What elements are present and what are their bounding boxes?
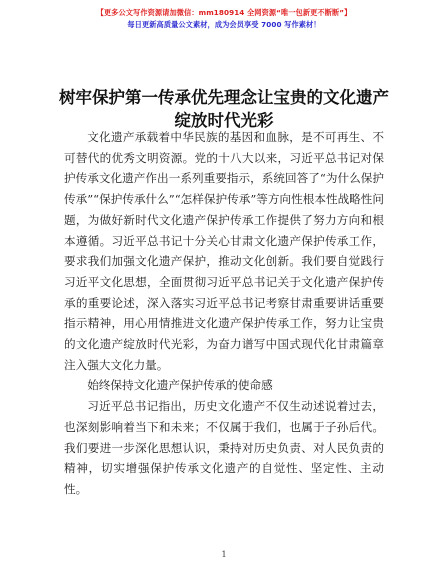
paragraph-intro: 文化遗产承载着中华民族的基因和血脉，是不可再生、不可替代的优秀文明资源。党的十八大以来，习近平总书记对保护传承文化遗产作出一系列重要指示，系统回答了“为什么保护传承”“保护传承什么”“怎样保护传承”等方向性根本性战略性问题，为做好新时代文化遗产保护传承工作提供了努力方向和根本遵循。习近平总书记十分关心甘肃文化遗产保护传承工作，要求我们加强文化遗产保护，推动文化创新。我们要自觉践行习近平文化思想，全面贯彻习近平总书记关于文化遗产保护传承的重要论述，深入落实习近平总书记考察甘肃重要讲话重要指示精神，用心用情推进文化遗产保护传承工作，努力让宝贵的文化遗产绽放时代光彩，为奋力谱写中国式现代化甘肃篇章注入强大文化力量。 <box>64 130 384 372</box>
paragraph-section-1: 习近平总书记指出，历史文化遗产不仅生动述说着过去，也深刻影响着当下和未来；不仅属于我们，也属于子孙后代。我们要进一步深化思想认识，秉持对历史负责、对人民负责的精神，切实增强保护传承文化遗产的自觉性、坚定性、主动性。 <box>64 399 384 496</box>
title-line-2: 绽放时代光彩 <box>174 111 274 130</box>
title-line-1: 树牢保护第一传承优先理念让宝贵的文化遗产 <box>59 88 389 107</box>
document-body <box>64 127 384 500</box>
page-number: 1 <box>221 550 227 559</box>
document-title <box>40 86 408 132</box>
section-heading: 始终保持文化遗产保护传承的使命感 <box>87 378 273 393</box>
promo-line-1: 【更多公文写作资源请加微信：mm180914 全网资源“唯一包新更不断断”】 <box>96 8 352 17</box>
promo-line-2: 每日更新高质量公文素材，成为会员享受 7000 写作素材！ <box>127 20 321 29</box>
promo-banner <box>0 7 448 31</box>
